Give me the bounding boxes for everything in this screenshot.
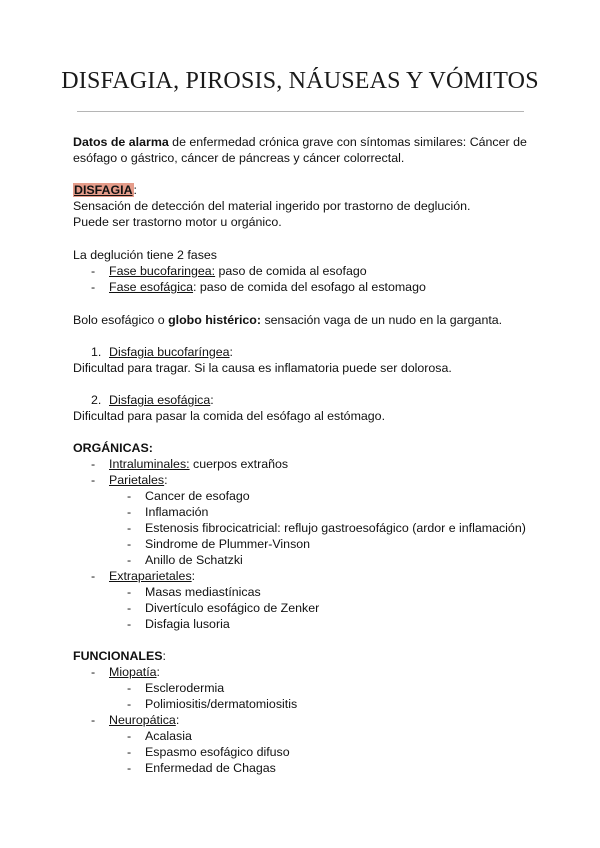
bullet-dash: - bbox=[127, 521, 132, 535]
extraparietales-label: Extraparietales bbox=[109, 569, 192, 583]
list-item: Esclerodermia bbox=[145, 681, 225, 695]
alarm-text-1: de enfermedad crónica grave con síntomas similares: Cáncer de bbox=[168, 135, 527, 149]
list-item: Divertículo esofágico de Zenker bbox=[145, 601, 320, 615]
list-item: Inflamación bbox=[145, 505, 209, 519]
phase-item bbox=[109, 279, 426, 295]
type-colon: : bbox=[210, 393, 214, 407]
type-label: Disfagia bucofaríngea bbox=[109, 345, 230, 359]
organicas-heading: ORGÁNICAS: bbox=[73, 441, 153, 455]
funcionales-heading: FUNCIONALES bbox=[73, 649, 163, 663]
bullet-dash: - bbox=[127, 537, 132, 551]
phase-text: paso de comida al esofago bbox=[215, 264, 367, 278]
parietales-label: Parietales bbox=[109, 473, 165, 487]
alarm-text-2: esófago o gástrico, cáncer de páncreas y cáncer colorrectal. bbox=[73, 151, 405, 165]
bullet-dash: - bbox=[91, 569, 96, 583]
disfagia-colon: : bbox=[133, 183, 137, 197]
type-label: Disfagia esofágica bbox=[109, 393, 211, 407]
disfagia-heading: DISFAGIA bbox=[74, 183, 133, 197]
list-item: Disfagia lusoria bbox=[145, 617, 230, 631]
miopatia-colon: : bbox=[156, 665, 160, 679]
list-item: Cancer de esofago bbox=[145, 489, 250, 503]
bullet-dash: - bbox=[127, 505, 132, 519]
type-heading bbox=[109, 344, 233, 360]
funcionales-colon: : bbox=[162, 649, 166, 663]
phase-label: Fase esofágica bbox=[109, 280, 194, 294]
type-description: Dificultad para pasar la comida del esófago al estómago. bbox=[73, 409, 386, 423]
intraluminales-label: Intraluminales: bbox=[109, 457, 190, 471]
list-item: Masas mediastínicas bbox=[145, 585, 261, 599]
list-item: Sindrome de Plummer-Vinson bbox=[145, 537, 311, 551]
bullet-dash: - bbox=[127, 585, 132, 599]
list-item: Anillo de Schatzki bbox=[145, 553, 243, 567]
bullet-dash: - bbox=[127, 601, 132, 615]
parietales-item bbox=[109, 472, 168, 488]
bullet-dash: - bbox=[91, 280, 96, 294]
bullet-dash: - bbox=[127, 729, 132, 743]
bullet-dash: - bbox=[127, 553, 132, 567]
disfagia-definition-1: Sensación de detección del material ingerido por trastorno de deglución. bbox=[73, 199, 471, 213]
bullet-dash: - bbox=[91, 473, 96, 487]
bullet-dash: - bbox=[127, 617, 132, 631]
bolo-bold: globo histérico: bbox=[168, 313, 261, 327]
list-item: Enfermedad de Chagas bbox=[145, 761, 276, 775]
funcionales-heading-line bbox=[73, 648, 166, 664]
alarm-line-1 bbox=[73, 134, 527, 150]
list-item: Estenosis fibrocicatricial: reflujo gastroesofágico (ardor e inflamación) bbox=[145, 521, 526, 535]
disfagia-heading-line bbox=[73, 182, 137, 198]
bullet-dash: - bbox=[127, 745, 132, 759]
neuropatica-item bbox=[109, 712, 179, 728]
type-description: Dificultad para tragar. Si la causa es inflamatoria puede ser dolorosa. bbox=[73, 361, 452, 375]
disfagia-definition-2: Puede ser trastorno motor u orgánico. bbox=[73, 215, 282, 229]
neuropatica-label: Neuropática bbox=[109, 713, 176, 727]
bullet-dash: - bbox=[127, 697, 132, 711]
bullet-dash: - bbox=[127, 489, 132, 503]
list-item: Acalasia bbox=[145, 729, 192, 743]
miopatia-item bbox=[109, 664, 160, 680]
miopatia-label: Miopatía bbox=[109, 665, 157, 679]
parietales-colon: : bbox=[164, 473, 168, 487]
alarm-label: Datos de alarma bbox=[73, 135, 169, 149]
deglucion-intro: La deglución tiene 2 fases bbox=[73, 248, 217, 262]
phase-item bbox=[109, 263, 367, 279]
bullet-dash: - bbox=[127, 681, 132, 695]
phase-text: : paso de comida del esofago al estomago bbox=[193, 280, 426, 294]
extraparietales-colon: : bbox=[191, 569, 196, 583]
bullet-dash: - bbox=[91, 665, 96, 679]
intraluminales-item bbox=[109, 456, 288, 472]
bullet-dash: - bbox=[91, 713, 96, 727]
bolo-post: sensación vaga de un nudo en la garganta. bbox=[261, 313, 503, 327]
page-title: DISFAGIA, PIROSIS, NÁUSEAS Y VÓMITOS bbox=[61, 68, 539, 94]
title-divider bbox=[77, 111, 524, 112]
extraparietales-item bbox=[109, 568, 195, 584]
intraluminales-text: cuerpos extraños bbox=[189, 457, 289, 471]
bolo-pre: Bolo esofágico o bbox=[73, 313, 169, 327]
bullet-dash: - bbox=[91, 264, 96, 278]
phase-label: Fase bucofaringea: bbox=[109, 264, 216, 278]
type-heading bbox=[109, 392, 214, 408]
type-number: 1. bbox=[91, 345, 102, 359]
type-number: 2. bbox=[91, 393, 102, 407]
type-colon: : bbox=[229, 345, 233, 359]
list-item: Polimiositis/dermatomiositis bbox=[145, 697, 298, 711]
bullet-dash: - bbox=[91, 457, 96, 471]
neuropatica-colon: : bbox=[175, 713, 180, 727]
bullet-dash: - bbox=[127, 761, 132, 775]
list-item: Espasmo esofágico difuso bbox=[145, 745, 290, 759]
bolo-line bbox=[73, 312, 502, 328]
